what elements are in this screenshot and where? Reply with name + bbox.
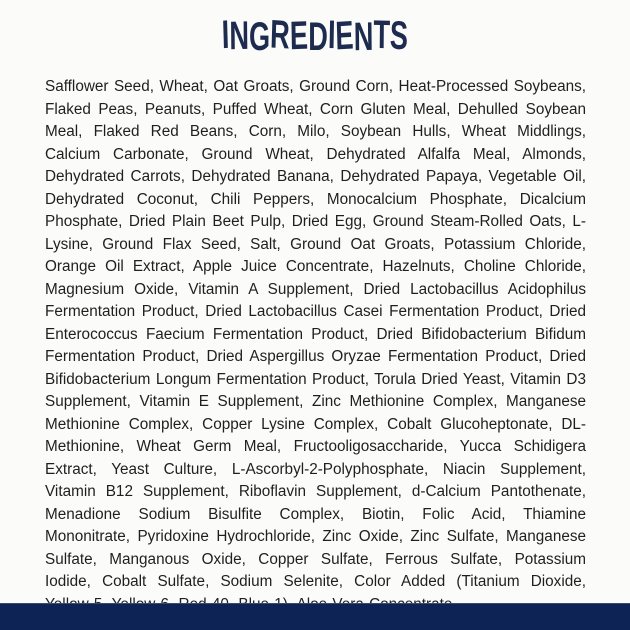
title-letter: T [373, 12, 391, 58]
title-letter: D [308, 15, 328, 59]
title-letter: N [353, 14, 374, 60]
ingredients-text: Safflower Seed, Wheat, Oat Groats, Ground Corn, Heat-Processed Soybeans, Flaked Peas, Peanuts, Puffed Wheat, Corn Gluten Meal, Dehulled Soybean Meal, Flaked Red Beans, Corn, Milo, Soybean Hulls, Wheat Middlings, Calcium Carbonate, Ground Wheat, Dehydrated Alfalfa Meal, Almonds, Dehydrated Carrots, Dehydrated Banana, Dehydrated Papaya, Vegetable Oil, Dehydrated Coconut, Chili Peppers, Monocalcium Phosphate, Dicalcium Phosphate, Dried Plain Beet Pulp, Dried Egg, Ground Steam-Rolled Oats, L-Lysine, Ground Flax Seed, Salt, Ground Oat Groats, Potassium Chloride, Orange Oil Extract, Apple Juice Concentrate, Hazelnuts, Choline Chloride, Magnesium Oxide, Vitamin A Supplement, Dried Lactobacillus Acidophilus Fermentation Product, Dried Lactobacillus Casei Fermentation Product, Dried Enterococcus Faecium Fermentation Product, Dried Bifidobacterium Bifidum Fermentation Product, Dried Aspergillus Oryzae Fermentation Product, Dried Bifidobacterium Longum Fermentation Product, Torula Dried Yeast, Vitamin D3 Supplement, Vitamin E Supplement, Zinc Methionine Complex, Manganese Methionine Complex, Copper Lysine Complex, Cobalt Glucoheptonate, DL-Methionine, Wheat Germ Meal, Fructooligosaccharide, Yucca Schidigera Extract, Yeast Culture, L-Ascorbyl-2-Polyphosphate, Niacin Supplement, Vitamin B12 Supplement, Riboflavin Supplement, d-Calcium Pantothenate, Menadione Sodium Bisulfite Complex, Biotin, Folic Acid, Thiamine Mononitrate, Pyridoxine Hydrochloride, Zinc Oxide, Zinc Sulfate, Manganese Sulfate, Manganous Oxide, Copper Sulfate, Ferrous Sulfate, Potassium Iodide, Cobalt Sulfate, Sodium Selenite, Color Added (Titanium Dioxide, [45, 78, 586, 590]
title-letter: I [327, 12, 336, 58]
bottom-navy-bar [0, 603, 630, 630]
title-letter: E [334, 13, 355, 59]
title-letter: I [221, 12, 231, 58]
title-letter: E [289, 13, 309, 59]
title-letter: N [229, 13, 250, 59]
page-title [101, 0, 529, 62]
title-letter: S [389, 13, 409, 59]
title-letter: G [249, 14, 271, 60]
title-letter: R [269, 12, 291, 58]
